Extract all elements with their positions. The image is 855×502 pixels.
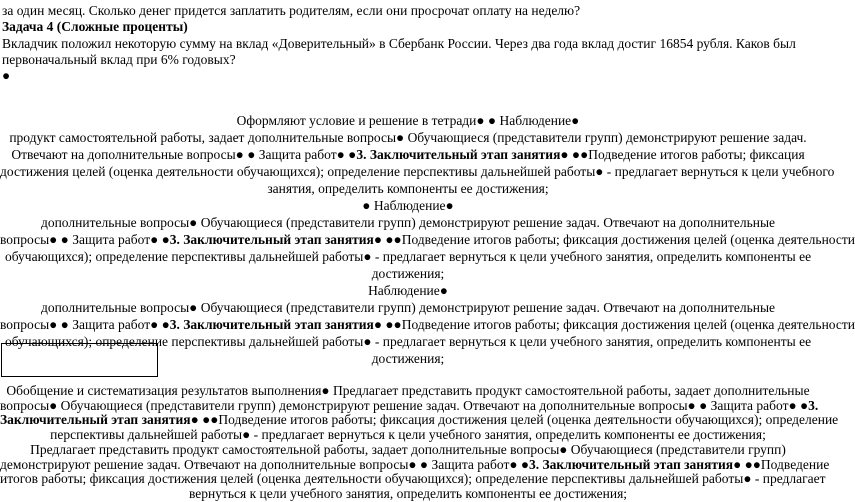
block2-line-3c: ● ●●Подведение итогов работы; фиксация достижения целей (оценка деятельности xyxy=(373,232,855,247)
block4-line-1: Обобщение и систематизация результатов выполнения● Предлагает представить продукт самостоятельной работы, задает дополнительные xyxy=(6,383,810,398)
intro-line: за один месяц. Сколько денег придется заплатить родителям, если они просрочат оплату на неделю? xyxy=(2,3,581,18)
block1-line-2: продукт самостоятельной работы, задает дополнительные вопросы● Обучающиеся (представители групп) демонстрируют решение задач. xyxy=(9,130,807,145)
block4-line-2a: вопросы● Обучающиеся (представители групп) демонстрируют решение задач. Отвечают на дополнительные вопросы● ● Защита работ● ● xyxy=(0,397,809,413)
block2-line-4: обучающихся); определение перспективы дальнейшей работы● - предлагает вернуться к цели учебного занятия, определить компоненты ее xyxy=(4,249,812,264)
block4-line-6c: ● ●●Подведение xyxy=(733,456,830,472)
block3-line-1: Наблюдение● xyxy=(368,283,448,298)
block4-line-3b: ● ●●Подведение итогов работы; фиксация достижения целей (оценка деятельности обучающихся); определение xyxy=(190,412,839,428)
block1-line-3 xyxy=(0,146,816,163)
block4-stage-number: 3. xyxy=(808,397,819,413)
block3-line-2: дополнительные вопросы● Обучающиеся (представители групп) демонстрируют решение задач. Отвечают на дополнительные xyxy=(40,300,776,315)
block3-line-4: обучающихся); определение перспективы дальнейшей работы● - предлагает вернуться к цели учебного занятия, определить компоненты ее xyxy=(4,334,812,349)
block2-stage-heading: 3. Заключительный этап занятия xyxy=(169,232,374,247)
block4-line-8: вернуться к цели учебного занятия, определить компоненты ее достижения; xyxy=(188,486,628,501)
block1-line-1: Оформляют условие и решение в тетради● ● Наблюдение● xyxy=(236,113,580,128)
task-text-line-2: первоначальный вклад при 6% годовых? xyxy=(2,52,236,67)
block1-line-5: занятия, определить компоненты ее достижения; xyxy=(267,181,549,196)
task-title: Задача 4 (Сложные проценты) xyxy=(2,19,188,34)
block1-line-4: достижения целей (оценка деятельности обучающихся); определение перспективы дальнейшей работы● - предлагает вернуться к цели учебного xyxy=(0,164,835,179)
block2-line-3a: вопросы● ● Защита работ● ● xyxy=(0,232,170,247)
block2-line-1: ● Наблюдение● xyxy=(362,198,454,213)
block4-line-5: Предлагает представить продукт самостоятельной работы, задает дополнительные вопросы● Обучающиеся (представители групп) xyxy=(30,441,786,457)
block2-line-3 xyxy=(0,231,855,248)
task-text-line-1: Вкладчик положил некоторую сумму на вклад «Доверительный» в Сбербанк России. Через два года вклад достиг 16854 рубля. Каков был xyxy=(2,36,796,51)
block3-line-5: достижения; xyxy=(371,351,445,366)
block2-line-5: достижения; xyxy=(371,266,445,281)
block3-stage-heading: 3. Заключительный этап занятия xyxy=(169,317,374,332)
block3-line-3a: вопросы● ● Защита работ● ● xyxy=(0,317,170,332)
block2-line-2: дополнительные вопросы● Обучающиеся (представители групп) демонстрируют решение задач. Отвечают на дополнительные xyxy=(40,215,776,230)
block1-line-3a: Отвечают на дополнительные вопросы● ● Защита работ● ● xyxy=(11,147,357,162)
block4-line-7: итогов работы; фиксация достижения целей (оценка деятельности обучающихся); определение перспективы дальнейшей работы● - предлагает xyxy=(0,471,826,487)
bullet-marker: ● xyxy=(2,68,11,83)
empty-table-cell xyxy=(1,343,158,377)
block3-line-3c: ● ●●Подведение итогов работы; фиксация достижения целей (оценка деятельности xyxy=(373,317,855,332)
block1-stage-heading: 3. Заключительный этап занятия xyxy=(356,147,561,162)
block4-stage-heading: Заключительный этап занятия xyxy=(0,412,191,428)
block1-line-3c: ● ●●Подведение итогов работы; фиксация xyxy=(560,147,805,162)
block4-line-6a: демонстрируют решение задач. Отвечают на дополнительные вопросы● ● Защита работ● ● xyxy=(0,456,530,472)
block4-line-4: перспективы дальнейшей работы● - предлагает вернуться к цели учебного занятия, определить компоненты ее достижения; xyxy=(50,427,766,443)
block4-stage-heading-2: 3. Заключительный этап занятия xyxy=(529,456,734,472)
block3-line-3 xyxy=(0,316,855,333)
